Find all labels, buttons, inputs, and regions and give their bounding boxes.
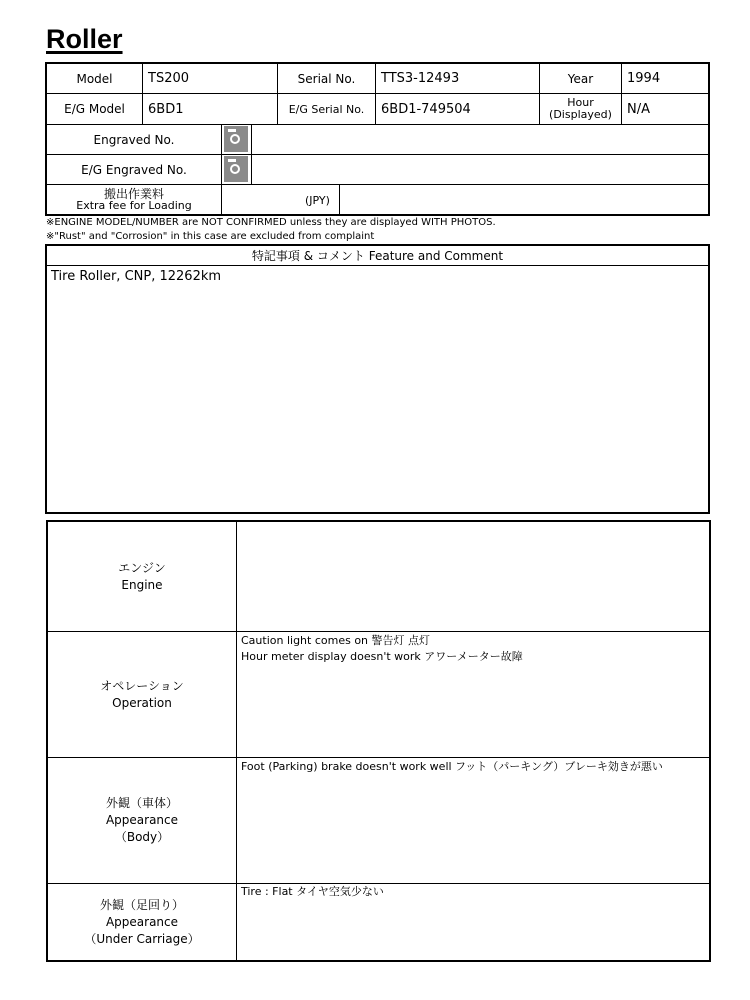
year-label: Year — [567, 71, 594, 86]
appearance-body-note-line: Foot (Parking) brake doesn't work well フット（パーキング）ブレーキ効きが悪い — [241, 760, 663, 773]
loading-fee-label — [47, 185, 221, 215]
condition-table — [46, 520, 711, 962]
engine-label-jp: エンジン — [118, 560, 166, 575]
appearance-body-notes — [241, 759, 663, 775]
note-engine: ※ENGINE MODEL/NUMBER are NOT CONFIRMED unless they are displayed WITH PHOTOS. — [46, 217, 496, 228]
comment-text: Tire Roller, CNP, 12262km — [51, 269, 222, 284]
appearance-under-note-line: Tire : Flat タイヤ空気少ない — [241, 885, 384, 898]
loading-label-en: Extra fee for Loading — [76, 199, 192, 212]
appearance-body-label-en2: （Body） — [114, 830, 170, 844]
serial-value: TTS3-12493 — [381, 71, 460, 86]
operation-label-en: Operation — [112, 695, 172, 710]
engine-label-en: Engine — [121, 577, 163, 592]
appearance-under-label-jp: 外観（足回り） — [99, 897, 184, 912]
section-appearance-under-label — [48, 884, 236, 960]
comment-header: 特記事項 & コメント Feature and Comment — [251, 249, 504, 263]
appearance-body-label-en: Appearance — [105, 813, 179, 827]
appearance-body-label-jp: 外観（車体） — [105, 796, 178, 810]
hour-label — [540, 94, 621, 124]
section-operation-label — [48, 632, 236, 757]
camera-icon — [224, 156, 248, 182]
camera-icon — [224, 126, 248, 152]
engraved-label: Engraved No. — [93, 132, 175, 147]
eg-serial-value: 6BD1-749504 — [381, 101, 471, 117]
loading-currency: (JPY) — [305, 193, 330, 207]
serial-label: Serial No. — [297, 71, 356, 86]
appearance-under-label-en2: （Under Carriage） — [84, 931, 200, 946]
note-rust: ※"Rust" and "Corrosion" in this case are excluded from complaint — [46, 231, 375, 242]
year-value: 1994 — [627, 71, 661, 86]
section-engine-label — [48, 522, 236, 631]
operation-note-line: Hour meter display doesn't work アワーメーター故障 — [241, 650, 523, 663]
operation-notes — [241, 633, 523, 665]
operation-note-line: Caution light comes on 警告灯 点灯 — [241, 634, 431, 647]
hour-label-line1: Hour — [567, 96, 594, 109]
hour-label-line2: (Displayed) — [549, 108, 612, 121]
appearance-under-label-en: Appearance — [105, 914, 179, 929]
comment-box — [45, 244, 710, 514]
section-appearance-body-label — [48, 758, 236, 883]
loading-label-jp: 搬出作業料 — [103, 187, 164, 201]
hour-value: N/A — [627, 101, 650, 117]
eg-engraved-label: E/G Engraved No. — [81, 162, 187, 177]
appearance-under-notes — [241, 884, 384, 900]
model-value: TS200 — [148, 71, 190, 86]
spec-table — [45, 62, 710, 216]
model-label: Model — [76, 71, 113, 86]
page-title: Roller — [46, 24, 123, 54]
operation-label-jp: オペレーション — [100, 678, 184, 693]
eg-model-label: E/G Model — [64, 102, 125, 116]
eg-serial-label: E/G Serial No. — [288, 102, 365, 116]
eg-model-value: 6BD1 — [148, 101, 184, 117]
